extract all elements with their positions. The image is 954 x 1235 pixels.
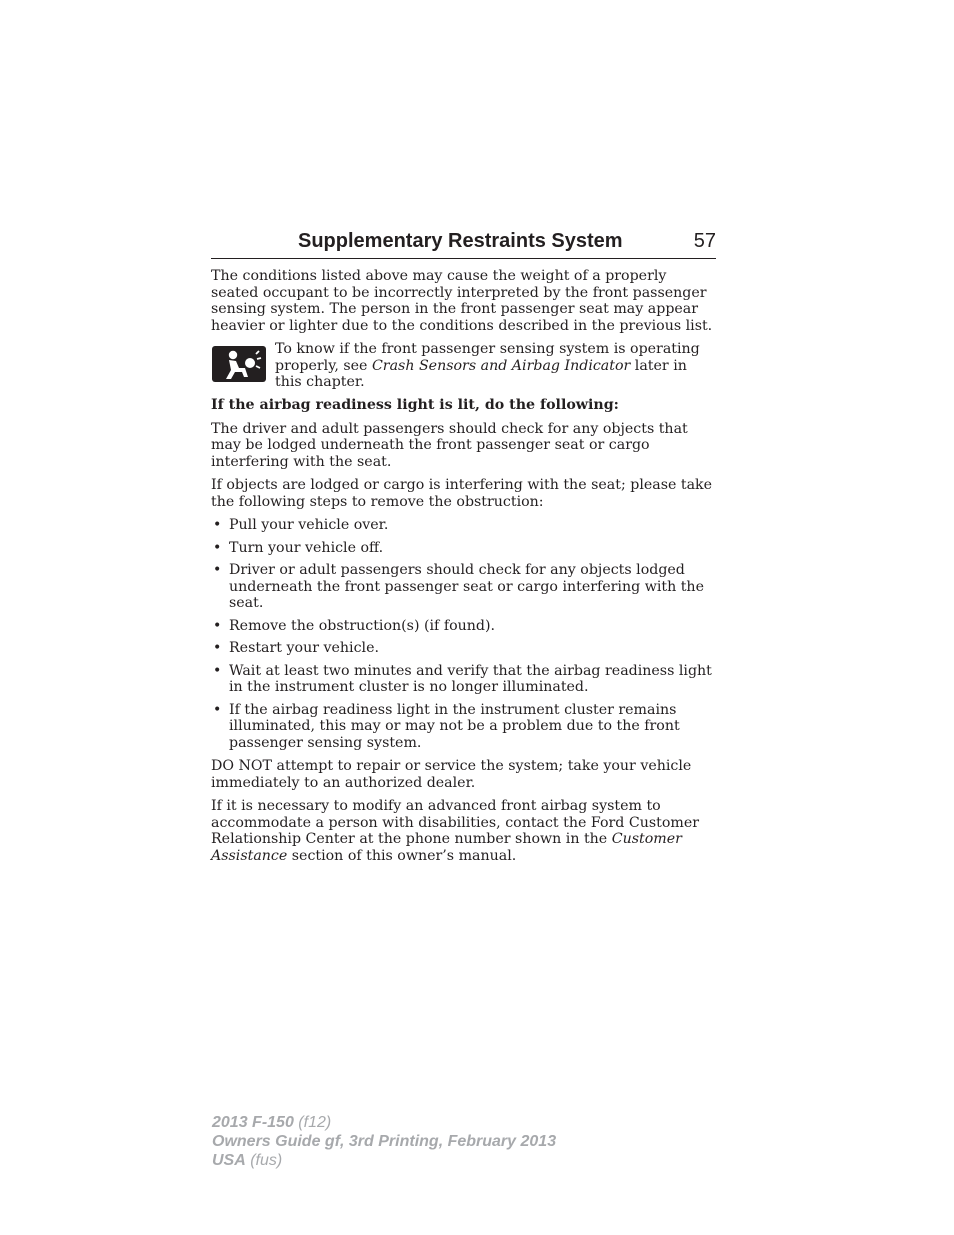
list-item: • If the airbag readiness light in the instrument cluster remains illuminated, this may or may not be a problem due to the front passenger sensing system. <box>211 702 717 752</box>
page-header <box>211 228 716 259</box>
footer-model-code: (f12) <box>293 1114 332 1131</box>
modify-text: If it is necessary to modify an advanced front airbag system to accommodate a person with disabilities, contact the Ford Customer Relationship Center at the phone number shown in the <box>211 798 700 847</box>
modify-text-end: section of this owner’s manual. <box>287 847 517 864</box>
note-text-end: later in this chapter. <box>275 357 687 390</box>
section-title: Supplementary Restraints System <box>298 230 623 252</box>
list-item: • Wait at least two minutes and verify that the airbag readiness light in the instrument cluster is no longer illuminated. <box>211 663 717 696</box>
paragraph-obstruction: If objects are lodged or cargo is interfering with the seat; please take the following steps to remove the obstruction: <box>211 477 713 510</box>
customer-assistance-reference: Customer Assistance <box>211 831 682 864</box>
footer-region-line <box>212 1151 556 1170</box>
list-item: • Pull your vehicle over. <box>211 517 717 534</box>
footer-guide: Owners Guide gf, 3rd Printing, February 2013 <box>212 1133 557 1150</box>
footer-model: 2013 F-150 <box>212 1114 294 1131</box>
footer-region-code: (fus) <box>245 1152 283 1169</box>
footer-model-line <box>212 1113 556 1132</box>
airbag-warning-icon <box>212 346 266 382</box>
paragraph-modify <box>211 798 717 864</box>
list-item: • Driver or adult passengers should check for any objects lodged underneath the front passenger seat or cargo interfering with the seat. <box>211 562 717 612</box>
page-number: 57 <box>693 230 716 252</box>
footer-region: USA <box>212 1152 246 1169</box>
list-item: • Restart your vehicle. <box>211 640 717 657</box>
note-reference: Crash Sensors and Airbag Indicator <box>371 357 631 374</box>
paragraph-check: The driver and adult passengers should check for any objects that may be lodged underneath the front passenger seat or cargo interfering with the seat. <box>211 420 688 470</box>
page-footer <box>212 1113 556 1170</box>
note-text: To know if the front passenger sensing system is operating properly, see <box>275 341 700 374</box>
list-item: • Remove the obstruction(s) (if found). <box>211 618 717 635</box>
paragraph-conditions: The conditions listed above may cause the weight of a properly seated occupant to be incorrectly interpreted by the front passenger sensing system. The person in the front passenger seat may appear heavier or lighter due to the conditions described in the previous list. <box>211 268 713 334</box>
note-block <box>211 341 717 391</box>
paragraph-do-not: DO NOT attempt to repair or service the system; take your vehicle immediately to an authorized dealer. <box>211 758 692 791</box>
list-item: • Turn your vehicle off. <box>211 540 717 557</box>
subheading: If the airbag readiness light is lit, do the following: <box>211 397 619 413</box>
page-content <box>211 268 717 871</box>
steps-list <box>211 517 717 751</box>
